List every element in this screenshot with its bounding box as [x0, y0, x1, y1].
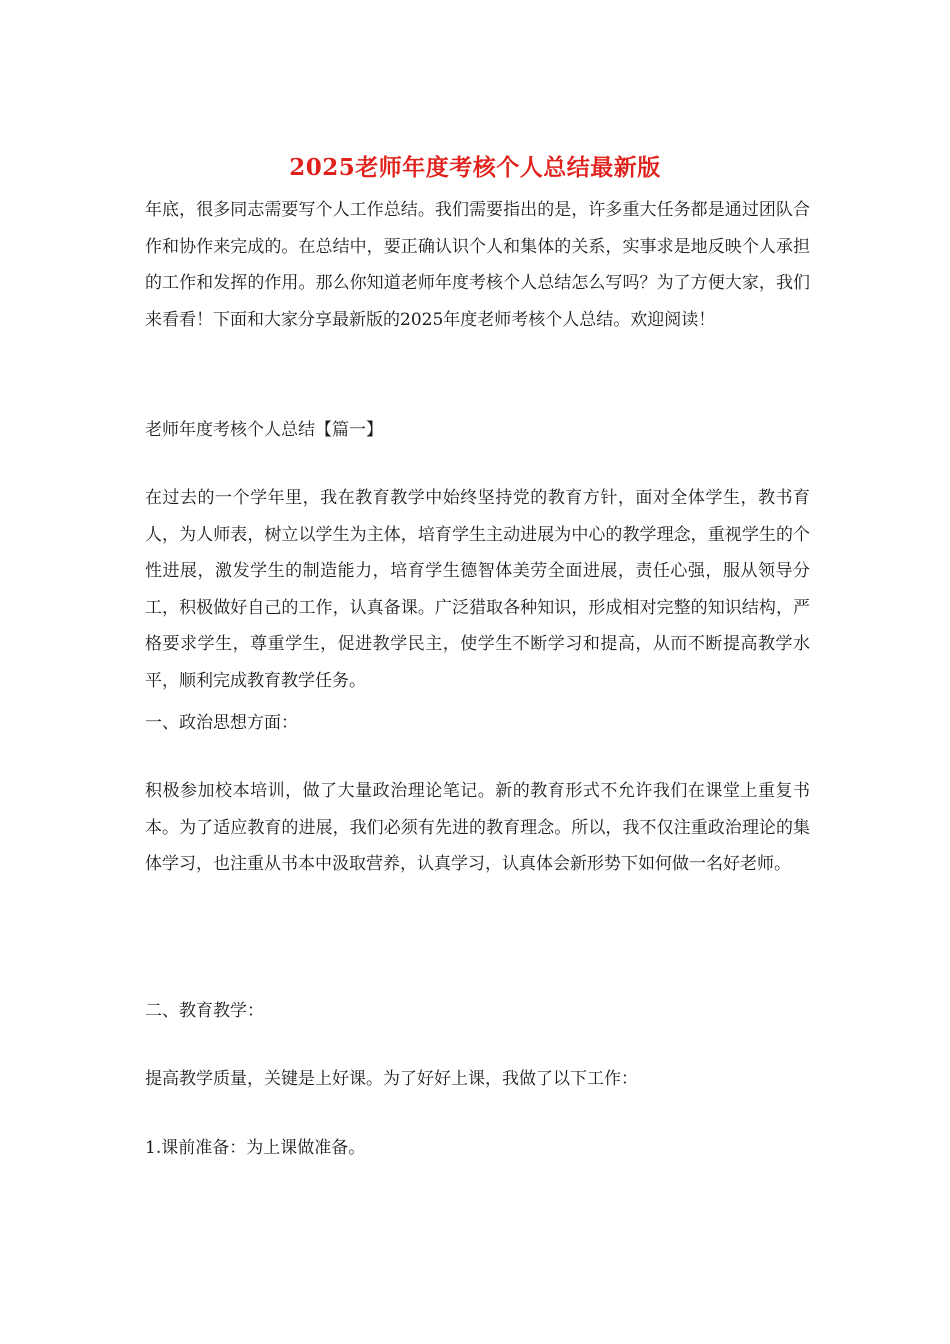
paragraph-politics: 积极参加校本培训，做了大量政治理论笔记。新的教育形式不允许我们在课堂上重复书本。为了适应教育的进展，我们必须有先进的教育理念。所以，我不仅注重政治理论的集体学习，也注重从书本中汲取营养，认真学习，认真体会新形势下如何做一名好老师。 — [145, 781, 810, 874]
paragraph-teaching: 提高教学质量，关键是上好课。为了好好上课，我做了以下工作： — [145, 1069, 638, 1089]
list-item: 1.课前准备：为上课做准备。 — [145, 1138, 366, 1158]
paragraph-overview: 在过去的一个学年里，我在教育教学中始终坚持党的教育方针，面对全体学生，教书育人，为人师表，树立以学生为主体，培育学生主动进展为中心的教学理念，重视学生的个性进展，激发学生的制造能力，培育学生德智体美劳全面进展，责任心强，服从领导分工，积极做好自己的工作，认真备课。广泛猎取各种知识，形成相对完整的知识结构，严格要求学生，尊重学生，促进教学民主，使学生不断学习和提高，从而不断提高教学水平，顺利完成教育教学任务。 — [145, 488, 810, 691]
document-title: 2025老师年度考核个人总结最新版 — [289, 154, 661, 181]
section-heading: 老师年度考核个人总结【篇一】 — [145, 420, 383, 440]
heading-teaching: 二、教育教学： — [145, 1001, 264, 1021]
intro-paragraph: 年底，很多同志需要写个人工作总结。我们需要指出的是，许多重大任务都是通过团队合作和协作来完成的。在总结中，要正确认识个人和集体的关系，实事求是地反映个人承担的工作和发挥的作用。那么你知道老师年度考核个人总结怎么写吗？为了方便大家，我们来看看！下面和大家分享最新版的2025年度老师考核个人总结。欢迎阅读！ — [145, 200, 810, 330]
heading-politics: 一、政治思想方面： — [145, 713, 298, 733]
